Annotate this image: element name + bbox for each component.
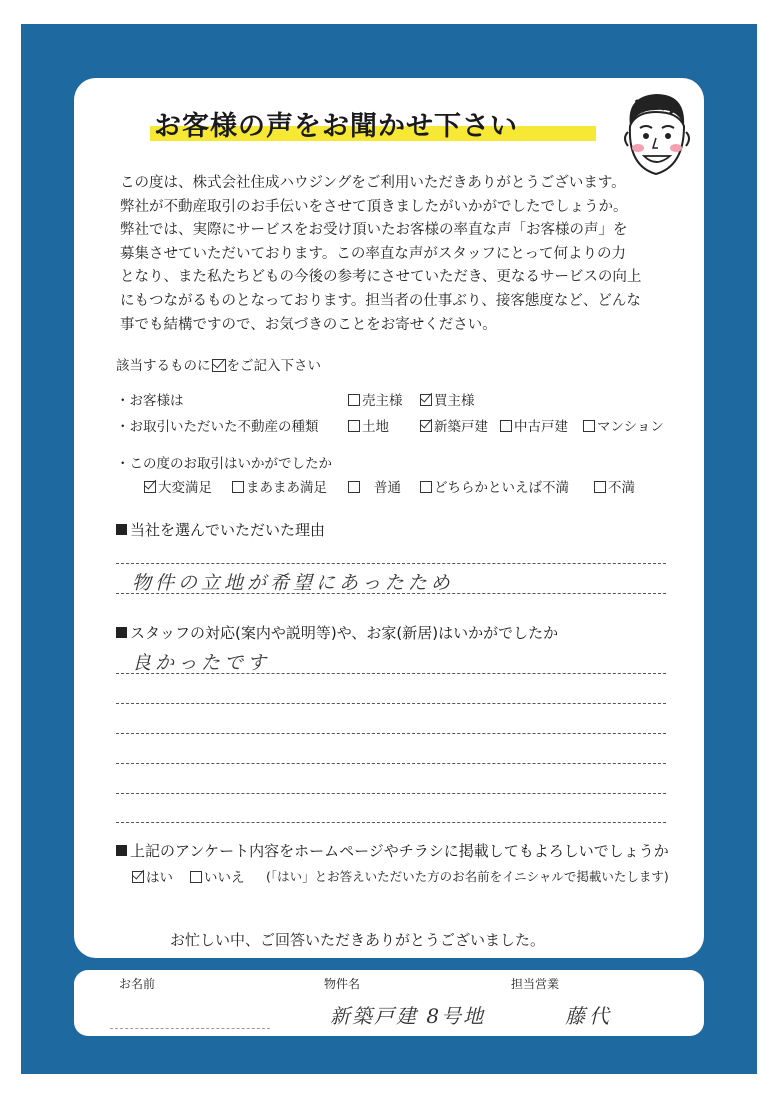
- q-customer-label: ・お客様は: [116, 393, 184, 409]
- checkbox-new-house[interactable]: [420, 420, 432, 432]
- checkbox-mansion[interactable]: [583, 420, 595, 432]
- checkbox-somewhat-dissatisfied[interactable]: [420, 481, 432, 493]
- section-staff-heading: スタッフの対応(案内や説明等)や、お家(新居)はいかがでしたか: [116, 622, 558, 643]
- page-title: お客様の声をお聞かせ下さい: [154, 111, 518, 142]
- name-label: お名前: [119, 977, 156, 991]
- checkbox-publish-no[interactable]: [190, 871, 202, 883]
- option-new-house[interactable]: 新築戸建: [420, 415, 488, 435]
- instruction-after: をご記入下さい: [226, 358, 321, 374]
- checkbox-dissatisfied[interactable]: [594, 481, 606, 493]
- instruction-before: 該当するものに: [116, 358, 211, 374]
- sales-label: 担当営業: [511, 977, 560, 991]
- answer-line: [116, 822, 666, 823]
- q-property-type-label: ・お取引いただいた不動産の種類: [116, 419, 319, 435]
- closing-message: お忙しい中、ご回答いただきありがとうございました。: [170, 931, 546, 949]
- answer-line: [116, 733, 666, 734]
- checkbox-seller[interactable]: [348, 394, 360, 406]
- option-publish-no[interactable]: いいえ: [190, 866, 245, 886]
- answer-line: [116, 793, 666, 794]
- option-somewhat-dissatisfied[interactable]: どちらかといえば不満: [420, 476, 569, 496]
- option-publish-yes[interactable]: はい: [132, 866, 173, 886]
- option-used-house[interactable]: 中古戸建: [500, 415, 568, 435]
- intro-text: [120, 172, 680, 337]
- answer-line: [116, 673, 666, 674]
- answer-line: [116, 763, 666, 764]
- answer-line: [116, 593, 666, 594]
- intro-line: 弊社が不動産取引のお手伝いをさせて頂きましたがいかがでしたでしょうか。: [120, 198, 628, 215]
- option-normal[interactable]: 普通: [348, 476, 401, 496]
- publish-note: (「はい」とお答えいただいた方のお名前をイニシャルで掲載いたします): [266, 869, 669, 884]
- property-label: 物件名: [324, 977, 361, 991]
- option-very-satisfied[interactable]: 大変満足: [144, 476, 212, 496]
- option-seller[interactable]: 売主様: [348, 389, 403, 409]
- check-icon: [212, 359, 226, 372]
- option-land[interactable]: 土地: [348, 415, 389, 435]
- checkbox-fairly-satisfied[interactable]: [232, 481, 244, 493]
- checkbox-used-house[interactable]: [500, 420, 512, 432]
- intro-line: この度は、株式会社住成ハウジングをご利用いただきありがとうございます。: [120, 175, 626, 191]
- intro-line: 事でも結構ですので、お気づきのことをお寄せください。: [120, 316, 497, 333]
- option-mansion[interactable]: マンション: [583, 415, 664, 435]
- answer-line: [116, 563, 666, 564]
- section-publish-heading: 上記のアンケート内容をホームページやチラシに掲載してもよろしいでしょうか: [116, 840, 669, 861]
- q-satisfaction-label: ・この度のお取引はいかがでしたか: [116, 456, 332, 472]
- instruction: [116, 354, 321, 374]
- mascot-face-icon: [616, 86, 696, 182]
- intro-line: 弊社では、実際にサービスをお受け頂いたお客様の率直な声「お客様の声」を: [120, 222, 628, 239]
- intro-line: にもつながるものとなっております。担当者の仕事ぶり、接客態度など、どんな: [120, 292, 641, 309]
- section-reason-heading: 当社を選んでいただいた理由: [116, 519, 325, 540]
- square-bullet-icon: [116, 845, 127, 856]
- intro-line: となり、また私たちどもの今後の参考にさせていただき、更なるサービスの向上: [120, 269, 642, 286]
- reason-answer[interactable]: 物件の立地が希望にあったため: [132, 572, 454, 594]
- checkbox-publish-yes[interactable]: [132, 871, 144, 883]
- square-bullet-icon: [116, 524, 127, 535]
- property-value[interactable]: 新築戸建 8号地: [330, 1004, 486, 1028]
- title-block: [150, 102, 590, 146]
- checkbox-buyer[interactable]: [420, 394, 432, 406]
- answer-line: [116, 703, 666, 704]
- checkbox-normal[interactable]: [348, 481, 360, 493]
- square-bullet-icon: [116, 627, 127, 638]
- checkbox-land[interactable]: [348, 420, 360, 432]
- option-dissatisfied[interactable]: 不満: [594, 476, 635, 496]
- intro-line: 募集させていただいております。この率直な声がスタッフにとって何よりの力: [120, 245, 627, 262]
- sales-value[interactable]: 藤代: [565, 1004, 613, 1028]
- staff-answer[interactable]: 良かったです: [132, 652, 271, 674]
- checkbox-very-satisfied[interactable]: [144, 481, 156, 493]
- name-field-line[interactable]: [110, 1028, 270, 1029]
- option-buyer[interactable]: 買主様: [420, 389, 475, 409]
- option-fairly-satisfied[interactable]: まあまあ満足: [232, 476, 327, 496]
